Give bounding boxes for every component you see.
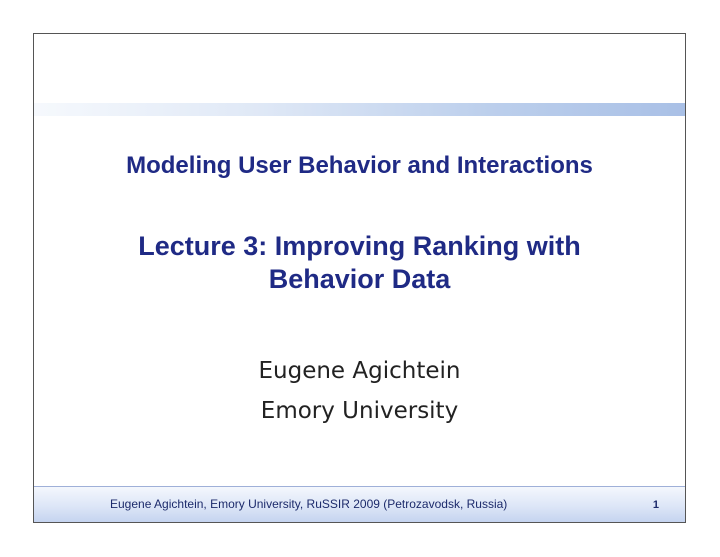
slide: [33, 33, 686, 523]
lecture-title-line-1: Lecture 3: Improving Ranking with: [138, 231, 581, 261]
footer-bar: [34, 486, 685, 522]
decorative-header-band: [34, 103, 685, 116]
title-block: [34, 151, 685, 296]
footer-text: Eugene Agichtein, Emory University, RuSSIR 2009 (Petrozavodsk, Russia): [110, 497, 508, 511]
lecture-title-line-2: Behavior Data: [268, 264, 451, 294]
author-block: [34, 351, 685, 431]
author-affiliation: Emory University: [260, 398, 459, 424]
author-name: Eugene Agichtein: [258, 358, 461, 384]
lecture-title: [34, 230, 685, 296]
page-number: 1: [652, 499, 659, 511]
course-title: Modeling User Behavior and Interactions: [126, 152, 593, 179]
